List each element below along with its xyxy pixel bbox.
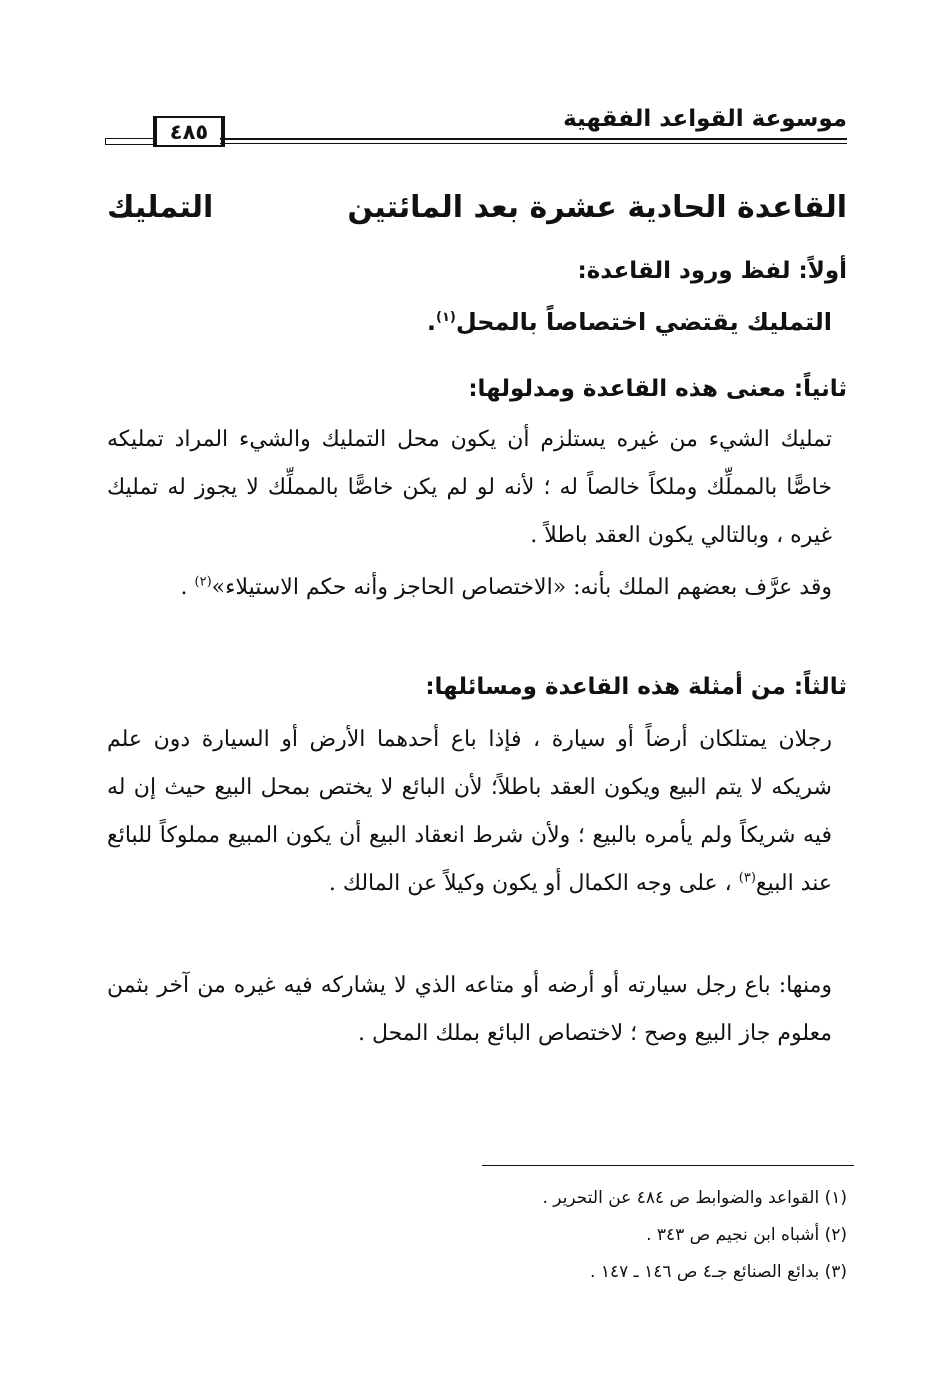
footnote-1: (١) القواعد والضوابط ص ٤٨٤ عن التحرير .: [542, 1188, 847, 1208]
paragraph-example-1: [107, 716, 832, 908]
footnote-ref-1: (١): [435, 310, 456, 325]
footnotes: [543, 1180, 848, 1291]
footnote-3: (٣) بدائع الصنائع جـ٤ ص ١٤٦ ـ ١٤٧ .: [590, 1262, 847, 1282]
rule-statement-text: التمليك يقتضي اختصاصاً بالمحل: [455, 308, 832, 336]
footnote-ref-3: (٣): [738, 870, 756, 886]
header-rule-thin: [220, 143, 847, 144]
footnote-2: (٢) أشباه ابن نجيم ص ٣٤٣ .: [646, 1225, 847, 1245]
topic-title: التمليك: [107, 190, 214, 225]
paragraph-example-1-end: ، على وجه الكمال أو يكون وكيلاً عن المالك .: [328, 871, 739, 896]
header-rule-left: [105, 138, 154, 145]
header-rule: [220, 138, 847, 140]
paragraph-example-1-text: رجلان يمتلكان أرضاً أو سيارة ، فإذا باع أحدهما الأرض أو السيارة دون علم شريكه لا يتم البيع ويكون العقد باطلاً؛ لأن البائع لا يختص بمحل البيع حيث إن له فيه شريكاً ولم يأمره بالبيع ؛ ولأن شرط انعقاد البيع أن يكون المبيع مملوكاً للبائع عند البيع: [107, 727, 832, 896]
section-heading-1: أولاً: لفظ ورود القاعدة:: [577, 258, 847, 284]
paragraph-definition-text: وقد عرَّف بعضهم الملك بأنه: «الاختصاص الحاجز وأنه حكم الاستيلاء»: [211, 575, 832, 600]
rule-statement: [427, 308, 832, 336]
section-heading-2: ثانياً: معنى هذه القاعدة ومدلولها:: [468, 376, 847, 402]
rule-title: القاعدة الحادية عشرة بعد المائتين: [347, 190, 847, 225]
running-header: [105, 100, 847, 150]
paragraph-definition: [107, 564, 832, 612]
paragraph-meaning: تمليك الشيء من غيره يستلزم أن يكون محل التمليك والشيء المراد تمليكه خاصًّا بالمملِّك وملكاً خالصاً له ؛ لأنه لو لم يكن خاصًّا بالمملِّك لا يجوز له تمليك غيره ، وبالتالي يكون العقد باطلاً .: [107, 427, 832, 548]
rule-statement-end: .: [426, 308, 436, 336]
paragraph-example-2: ومنها: باع رجل سيارته أو أرضه أو متاعه الذي لا يشاركه فيه غيره من آخر بثمن معلوم جاز البيع وصح ؛ لاختصاص البائع بملك المحل .: [107, 973, 832, 1046]
page-number: ٤٨٥: [153, 116, 225, 147]
footnote-ref-2: (٢): [194, 574, 212, 590]
paragraph-definition-end: .: [180, 575, 195, 600]
footnote-separator: [482, 1165, 854, 1166]
book-title: موسوعة القواعد الفقهية: [563, 106, 847, 132]
section-heading-3: ثالثاً: من أمثلة هذه القاعدة ومسائلها:: [425, 674, 847, 700]
